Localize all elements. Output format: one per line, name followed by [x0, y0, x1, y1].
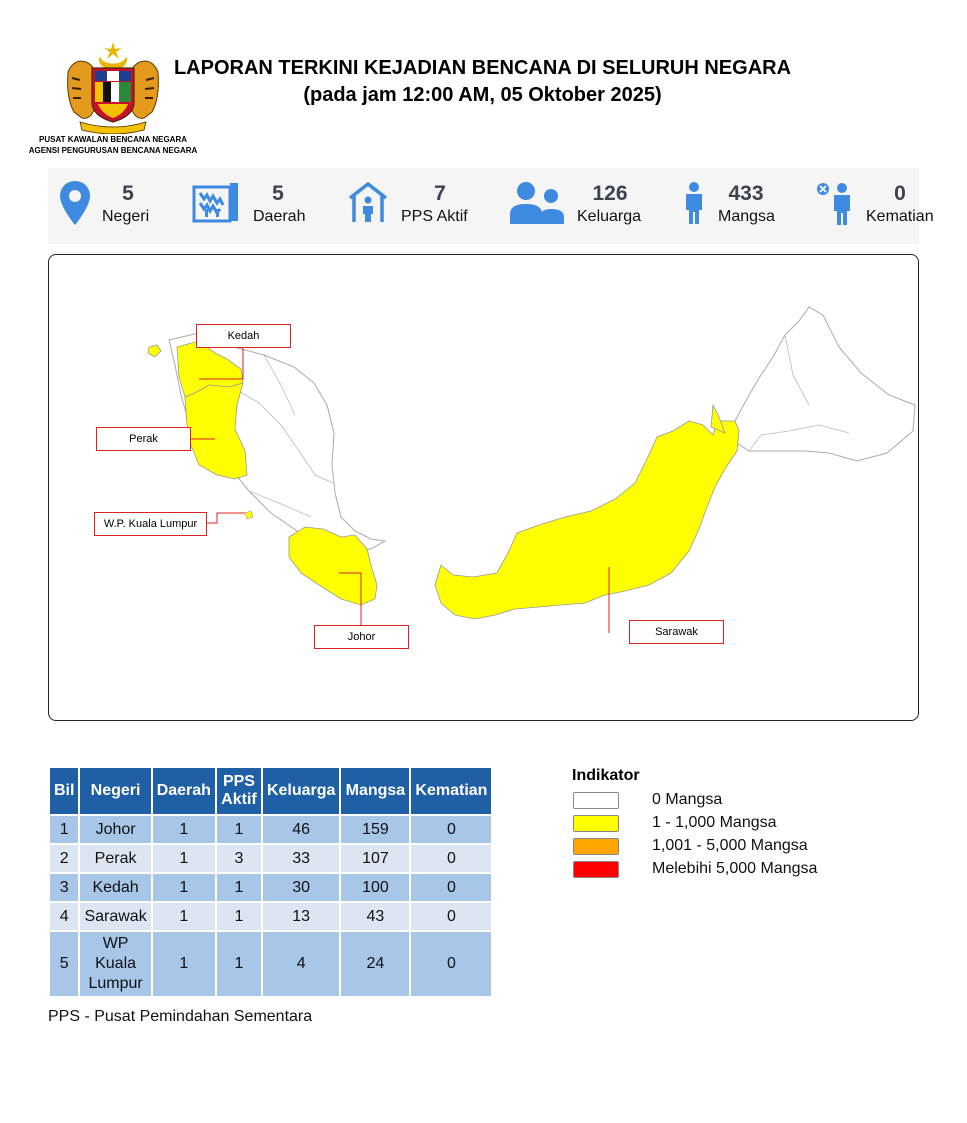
state-summary-table: [48, 766, 493, 998]
stat-label: Mangsa: [718, 208, 775, 225]
legend-item: [572, 859, 872, 882]
report-header: [0, 0, 967, 160]
table-row: [50, 816, 491, 843]
title-line-1: LAPORAN TERKINI KEJADIAN BENCANA DI SELURUH NEGARA: [173, 57, 792, 79]
legend-label: 1 - 1,000 Mangsa: [652, 814, 777, 831]
cell-mangsa: 100: [341, 874, 409, 901]
stat-value: 7: [434, 182, 446, 205]
cell-kematian: 0: [411, 903, 491, 930]
cell-daerah: 1: [153, 932, 215, 996]
callout-perak: Perak: [96, 427, 191, 451]
legend-swatch: [573, 792, 619, 809]
family-icon: [510, 182, 564, 224]
region-sabah: [735, 307, 915, 461]
cell-pps: 1: [217, 816, 261, 843]
legend-swatch: [573, 838, 619, 855]
col-bil: Bil: [50, 768, 78, 814]
table-header-row: [50, 768, 491, 814]
person-icon: [682, 182, 706, 224]
cell-daerah: 1: [153, 845, 215, 872]
cell-keluarga: 33: [263, 845, 339, 872]
shelter-icon: [348, 182, 388, 224]
cell-bil: 5: [50, 932, 78, 996]
stat-mangsa: [682, 168, 802, 244]
callout-johor: Johor: [314, 625, 409, 649]
cell-negeri: Kedah: [80, 874, 150, 901]
cell-daerah: 1: [153, 903, 215, 930]
stat-label: Kematian: [866, 208, 934, 225]
cell-bil: 3: [50, 874, 78, 901]
cell-kematian: 0: [411, 874, 491, 901]
col-pps-aktif: PPS Aktif: [217, 768, 261, 814]
cell-bil: 4: [50, 903, 78, 930]
cell-negeri: Sarawak: [80, 903, 150, 930]
stat-daerah: [192, 168, 322, 244]
stat-value: 5: [122, 182, 134, 205]
cell-keluarga: 4: [263, 932, 339, 996]
location-pin-icon: [60, 181, 90, 225]
legend-item: [572, 790, 872, 813]
region-sarawak-north: [711, 405, 725, 433]
legend-label: Melebihi 5,000 Mangsa: [652, 860, 818, 877]
table-row: [50, 932, 491, 996]
region-kuala-lumpur: [245, 511, 253, 519]
stat-pps-aktif: [348, 168, 478, 244]
legend-label: 0 Mangsa: [652, 791, 723, 808]
legend-item: [572, 836, 872, 859]
cell-bil: 2: [50, 845, 78, 872]
stat-value: 126: [592, 182, 628, 205]
legend-label: 1,001 - 5,000 Mangsa: [652, 837, 808, 854]
title-line-2: (pada jam 12:00 AM, 05 Oktober 2025): [303, 84, 662, 106]
cell-pps: 3: [217, 845, 261, 872]
stat-value: 5: [272, 182, 284, 205]
agency-line-1: PUSAT KAWALAN BENCANA NEGARA: [39, 135, 187, 144]
cell-keluarga: 30: [263, 874, 339, 901]
stat-label: Daerah: [253, 208, 306, 225]
cell-kematian: 0: [411, 845, 491, 872]
stat-kematian: [816, 168, 934, 244]
map-legend: [572, 767, 872, 882]
cell-keluarga: 13: [263, 903, 339, 930]
cell-kematian: 0: [411, 932, 491, 996]
stat-keluarga: [510, 168, 650, 244]
district-map-icon: [192, 183, 240, 223]
callout-sarawak: Sarawak: [629, 620, 724, 644]
cell-mangsa: 43: [341, 903, 409, 930]
cell-daerah: 1: [153, 874, 215, 901]
cell-negeri: Johor: [80, 816, 150, 843]
agency-name: [18, 134, 208, 156]
stat-value: 0: [894, 182, 906, 205]
cell-keluarga: 46: [263, 816, 339, 843]
malaysia-coat-of-arms-icon: [62, 42, 164, 134]
col-negeri: Negeri: [80, 768, 150, 814]
region-island: [148, 345, 161, 357]
legend-title: Indikator: [572, 767, 640, 784]
col-mangsa: Mangsa: [341, 768, 409, 814]
cell-pps: 1: [217, 932, 261, 996]
legend-swatch: [573, 815, 619, 832]
death-person-icon: [816, 181, 854, 225]
malaysia-map: [49, 255, 919, 721]
cell-kematian: 0: [411, 816, 491, 843]
cell-mangsa: 107: [341, 845, 409, 872]
table-row: [50, 903, 491, 930]
agency-line-2: AGENSI PENGURUSAN BENCANA NEGARA: [28, 146, 198, 155]
stat-negeri: [60, 168, 170, 244]
col-daerah: Daerah: [153, 768, 215, 814]
table-row: [50, 874, 491, 901]
stat-label: Negeri: [102, 208, 150, 225]
legend-swatch: [573, 861, 619, 878]
cell-negeri: Perak: [80, 845, 150, 872]
callout-kuala-lumpur: W.P. Kuala Lumpur: [94, 512, 207, 536]
cell-mangsa: 159: [341, 816, 409, 843]
cell-pps: 1: [217, 903, 261, 930]
summary-stats-bar: [48, 168, 934, 244]
disaster-map: [48, 254, 919, 721]
callout-kedah: Kedah: [196, 324, 291, 348]
footnote: PPS - Pusat Pemindahan Sementara: [48, 1008, 313, 1025]
page-title: [150, 55, 815, 109]
stat-label: PPS Aktif: [401, 208, 468, 225]
cell-mangsa: 24: [341, 932, 409, 996]
cell-negeri: WP Kuala Lumpur: [80, 932, 150, 996]
col-kematian: Kematian: [411, 768, 491, 814]
cell-daerah: 1: [153, 816, 215, 843]
legend-item: [572, 813, 872, 836]
table-row: [50, 845, 491, 872]
stat-label: Keluarga: [577, 208, 642, 225]
cell-bil: 1: [50, 816, 78, 843]
region-sarawak: [435, 421, 739, 619]
col-keluarga: Keluarga: [263, 768, 339, 814]
cell-pps: 1: [217, 874, 261, 901]
stat-value: 433: [728, 182, 764, 205]
